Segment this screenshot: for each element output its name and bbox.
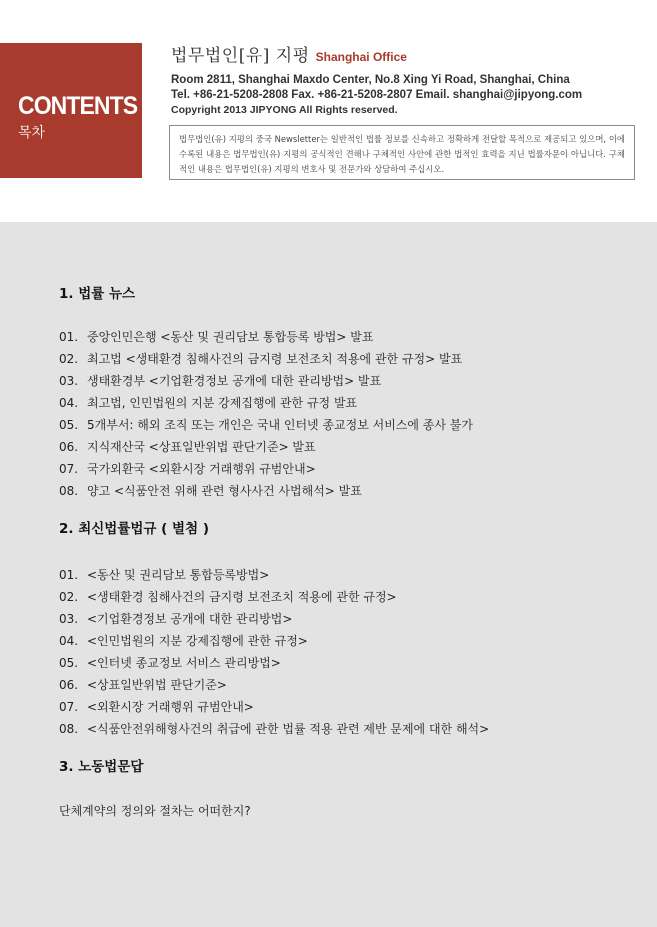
list-item[interactable]: 06. 지식재산국 <상표일반위법 판단기준> 발표 (59, 440, 316, 454)
office-contact: Tel. +86-21-5208-2808 Fax. +86-21-5208-2807 Email. shanghai@jipyong.com (171, 89, 583, 101)
labor-qa-question[interactable]: 단체계약의 정의와 절차는 어떠한지? (59, 804, 251, 818)
section-heading-latest-laws: 2. 최신법률법규 ( 별첨 ) (59, 521, 209, 537)
office-info (171, 44, 641, 118)
list-item[interactable]: 07. <외환시장 거래행위 규범안내> (59, 700, 254, 714)
list-item[interactable]: 01. <동산 및 권리담보 통합등록방법> (59, 568, 270, 582)
list-item[interactable]: 02. 최고법 <생태환경 침해사건의 금지령 보전조치 적용에 관한 규정> 발표 (59, 352, 463, 366)
disclaimer-notice: 법무법인(유) 지평의 중국 Newsletter는 일반적인 법률 정보를 신속하고 정확하게 전달할 목적으로 제공되고 있으며, 이에 수록된 내용은 법무법인(유) 지평의 공식적인 견해나 구체적인 사안에 관한 법적인 효력을 지닌 법률자문이 아닙니다. 구체적인 내용은 법무법인(유) 지평의 변호사 및 전문가와 상담하여 주십시오. (169, 125, 635, 180)
list-item[interactable]: 07. 국가외환국 <외환시장 거래행위 규범안내> (59, 462, 316, 476)
list-item[interactable]: 08. <식품안전위해형사건의 취급에 관한 법률 적용 관련 제반 문제에 대한 해석> (59, 722, 490, 736)
list-item[interactable]: 08. 양고 <식품안전 위해 관련 형사사건 사법해석> 발표 (59, 484, 362, 498)
contents-title: CONTENTS (18, 92, 138, 120)
list-item[interactable]: 01. 중앙인민은행 <동산 및 권리담보 통합등록 방법> 발표 (59, 330, 374, 344)
contents-banner (0, 43, 142, 178)
office-details (171, 73, 641, 118)
office-name-en: Shanghai Office (315, 50, 407, 64)
copyright: Copyright 2013 JIPYONG All Rights reserved. (171, 104, 398, 116)
list-item[interactable]: 03. <기업환경정보 공개에 대한 관리방법> (59, 612, 293, 626)
office-name: 법무법인[유] 지평 (171, 46, 310, 66)
latest-laws-list (59, 564, 489, 740)
office-address: Room 2811, Shanghai Maxdo Center, No.8 Xing Yi Road, Shanghai, China (171, 74, 570, 86)
list-item[interactable]: 06. <상표일반위법 판단기준> (59, 678, 227, 692)
list-item[interactable]: 05. 5개부서: 해외 조직 또는 개인은 국내 인터넷 종교정보 서비스에 종사 불가 (59, 418, 473, 432)
section-heading-legal-news: 1. 법률 뉴스 (59, 286, 136, 302)
list-item[interactable]: 05. <인터넷 종교정보 서비스 관리방법> (59, 656, 281, 670)
list-item[interactable]: 04. 최고법, 인민법원의 지분 강제집행에 관한 규정 발표 (59, 396, 358, 410)
list-item[interactable]: 02. <생태환경 침해사건의 금지령 보전조치 적용에 관한 규정> (59, 590, 397, 604)
section-heading-labor-qa: 3. 노동법문답 (59, 759, 144, 775)
list-item[interactable]: 03. 생태환경부 <기업환경정보 공개에 대한 관리방법> 발표 (59, 374, 382, 388)
contents-subtitle: 목차 (18, 125, 46, 141)
legal-news-list (59, 326, 473, 502)
list-item[interactable]: 04. <인민법원의 지분 강제집행에 관한 규정> (59, 634, 308, 648)
header (0, 0, 657, 222)
office-title (171, 44, 641, 69)
